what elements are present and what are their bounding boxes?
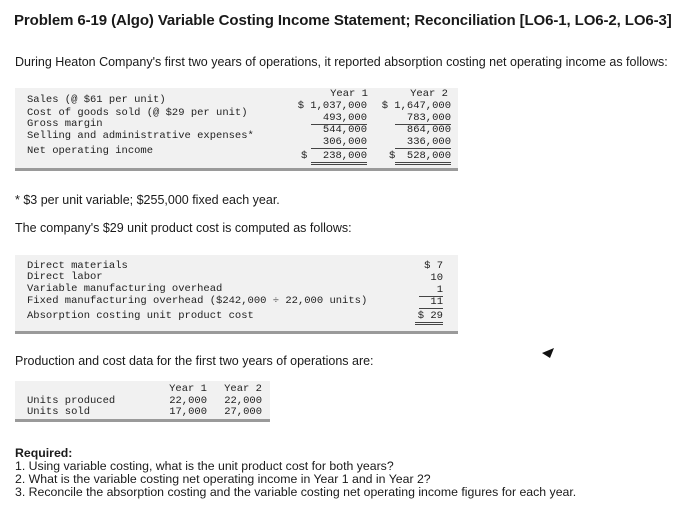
table-bottom-rule [15,168,458,171]
year2-header: Year 2 [410,88,448,100]
question-1: 1. Using variable costing, what is the unit product cost for both years? [15,459,394,473]
row-label-fixed-overhead: Fixed manufacturing overhead ($242,000 ÷ 22,000 units) [27,295,368,307]
row-label-units-sold: Units sold [27,406,91,418]
row-label-direct-labor: Direct labor [27,271,103,283]
absorption-unit-cost-value: $ 29 [415,310,443,325]
direct-materials-value: $ 7 [424,260,443,272]
production-bottom-rule [15,419,270,422]
units-produced-year1: 22,000 [169,395,207,407]
footnote: * $3 per unit variable; $255,000 fixed each year. [15,193,280,207]
cursor-arrow-icon [542,348,554,358]
cogs-year2: 783,000 [395,112,451,125]
units-sold-year2: 27,000 [224,406,262,418]
intro-text: During Heaton Company's first two years of operations, it reported absorption costing net operating income as follows: [15,55,668,69]
gross-margin-year2: 864,000 [406,124,451,136]
row-label-sales: Sales (@ $61 per unit) [27,94,166,106]
question-3: 3. Reconcile the absorption costing and the variable costing net operating income figures for each year. [15,485,577,499]
noi-year2: 528,000 [395,150,451,165]
row-label-direct-materials: Direct materials [27,260,128,272]
gross-margin-year1: 544,000 [322,124,367,136]
noi-year2-dollar: $ [389,150,396,162]
variable-overhead-value: 1 [419,284,443,297]
units-sold-year1: 17,000 [169,406,207,418]
production-table [15,381,270,419]
unit-cost-table [15,255,458,331]
income-statement-table [15,88,458,168]
required-heading: Required: [15,446,73,460]
year1-header: Year 1 [330,88,368,100]
row-label-gross-margin: Gross margin [27,118,103,130]
row-label-net-operating-income: Net operating income [27,145,154,157]
noi-year1-dollar: $ [301,150,308,162]
cogs-year1: 493,000 [311,112,367,125]
production-intro: Production and cost data for the first two years of operations are: [15,354,374,368]
direct-labor-value: 10 [430,272,443,284]
selling-admin-year1: 306,000 [311,136,367,149]
selling-admin-year2: 336,000 [395,136,451,149]
question-2: 2. What is the variable costing net operating income in Year 1 and in Year 2? [15,472,431,486]
row-label-variable-overhead: Variable manufacturing overhead [27,283,223,295]
row-label-selling-admin: Selling and administrative expenses* [27,130,254,142]
production-year1-header: Year 1 [169,383,207,395]
row-label-units-produced: Units produced [27,395,116,407]
unit-cost-intro: The company's $29 unit product cost is computed as follows: [15,221,352,235]
fixed-overhead-value: 11 [419,296,443,309]
unit-cost-bottom-rule [15,331,458,334]
row-label-absorption-unit-cost: Absorption costing unit product cost [27,310,254,322]
noi-year1: 238,000 [311,150,367,165]
sales-year2: $ 1,647,000 [381,100,451,112]
row-label-cogs: Cost of goods sold (@ $29 per unit) [27,107,248,119]
page-title: Problem 6-19 (Algo) Variable Costing Income Statement; Reconciliation [LO6-1, LO6-2, LO6-3] [14,12,672,29]
units-produced-year2: 22,000 [224,395,262,407]
sales-year1: $ 1,037,000 [297,100,367,112]
production-year2-header: Year 2 [224,383,262,395]
